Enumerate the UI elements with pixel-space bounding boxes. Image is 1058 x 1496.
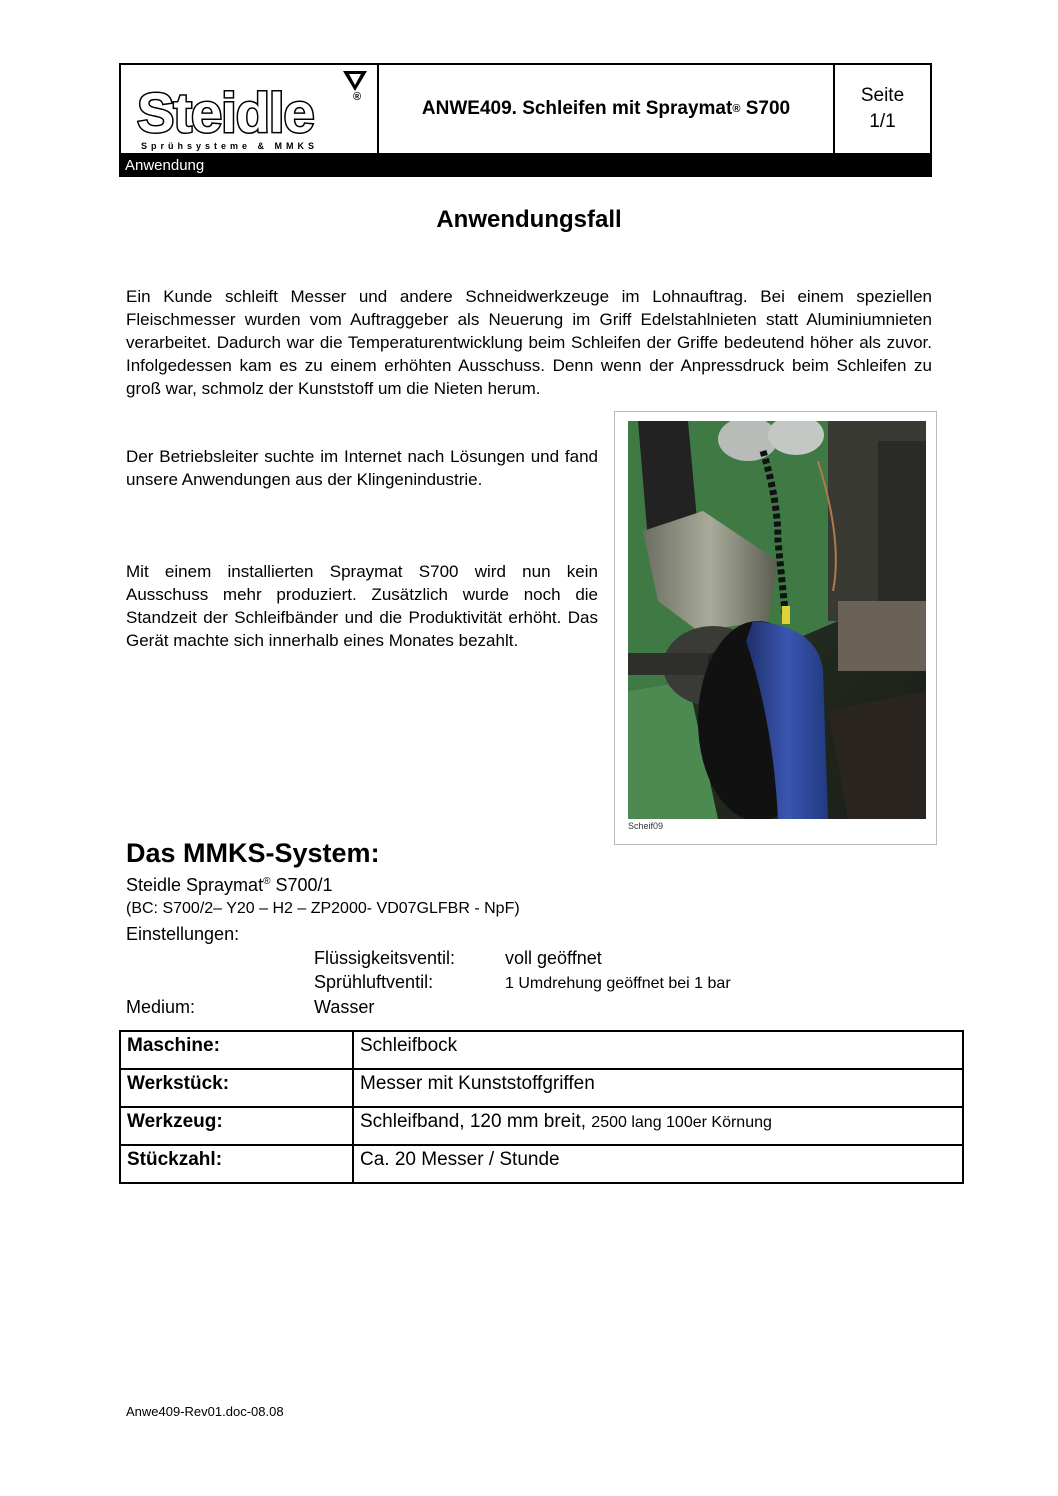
paragraph-result: Mit einem installierten Spraymat S700 wird nun kein Ausschuss mehr produziert. Zusätzlich wurde noch die Standzeit der Schleifbänder und die Produktivität erhöht. Das Gerät machte sich innerhalb eines Monates bezahlt. <box>126 562 598 650</box>
product-name <box>126 874 333 896</box>
page-headline: Anwendungsfall <box>436 206 622 233</box>
photo-caption: Scheif09 <box>628 821 664 831</box>
medium-label: Medium: <box>126 997 196 1017</box>
company-logo <box>121 65 379 153</box>
table-row <box>120 1069 963 1107</box>
table-row <box>120 1107 963 1145</box>
table-row <box>120 1145 963 1183</box>
table-label: Werkstück: <box>120 1069 353 1107</box>
table-value: Ca. 20 Messer / Stunde <box>353 1145 963 1183</box>
spec-table <box>119 1030 964 1184</box>
page-number: 1/1 <box>869 111 896 132</box>
product-registered-mark: ® <box>263 876 271 887</box>
table-value-detail: 2500 lang 100er Körnung <box>591 1114 772 1131</box>
document-footer: Anwe409-Rev01.doc-08.08 <box>126 1404 284 1419</box>
air-valve-label: Sprühluftventil: <box>314 972 434 992</box>
medium-value: Wasser <box>314 997 375 1017</box>
page-indicator <box>835 65 930 153</box>
table-row <box>120 1031 963 1069</box>
logo-wordmark: Steidle <box>137 81 314 144</box>
table-label: Stückzahl: <box>120 1145 353 1183</box>
product-model: S700/1 <box>270 875 333 895</box>
bc-code: (BC: S700/2– Y20 – H2 – ZP2000- VD07GLFBR - NpF) <box>126 900 520 917</box>
section-bar: Anwendung <box>119 155 932 177</box>
table-label: Werkzeug: <box>120 1107 353 1145</box>
table-label: Maschine: <box>120 1031 353 1069</box>
logo-drop-icon <box>343 71 367 93</box>
paragraph-intro: Ein Kunde schleift Messer und andere Schneidwerkzeuge im Lohnauftrag. Bei einem speziellen Fleischmesser wurden vom Auftraggeber als Neuerung im Griff Edelstahlnieten statt Aluminiumnieten verarbeitet. Dadurch war die Temperaturentwicklung beim Schleifen der Griffe bedeutend höher als zuvor. Infolgedessen kam es zu einem erhöhten Ausschuss. Denn wenn der Anpressdruck beim Schleifen zu groß war, schmolz der Kunststoff um die Nieten herum. <box>126 287 932 398</box>
document-title: ANWE409. Schleifen mit Spraymat ® S700 <box>379 65 835 153</box>
title-suffix: S700 <box>740 98 791 119</box>
page-label: Seite <box>860 85 905 106</box>
document-header <box>119 63 932 155</box>
table-value: Schleifband, 120 mm breit, 2500 lang 100er Körnung <box>353 1107 963 1145</box>
mmks-heading: Das MMKS-System: <box>126 838 380 868</box>
product-brand: Steidle Spraymat <box>126 875 264 895</box>
air-valve-value: 1 Umdrehung geöffnet bei 1 bar <box>505 975 731 992</box>
title-main: ANWE409. Schleifen mit Spraymat <box>421 98 733 119</box>
grinding-machine-photo <box>628 421 926 819</box>
table-value: Messer mit Kunststoffgriffen <box>353 1069 963 1107</box>
logo-registered-mark: ® <box>353 91 362 103</box>
logo-tagline: Sprühsysteme & MMKS <box>141 141 319 151</box>
paragraph-search: Der Betriebsleiter suchte im Internet nach Lösungen und fand unsere Anwendungen aus der Klingenindustrie. <box>126 447 598 489</box>
table-value: Schleifbock <box>353 1031 963 1069</box>
fluid-valve-label: Flüssigkeitsventil: <box>314 948 456 968</box>
settings-label: Einstellungen: <box>126 924 240 944</box>
fluid-valve-value: voll geöffnet <box>505 948 602 968</box>
